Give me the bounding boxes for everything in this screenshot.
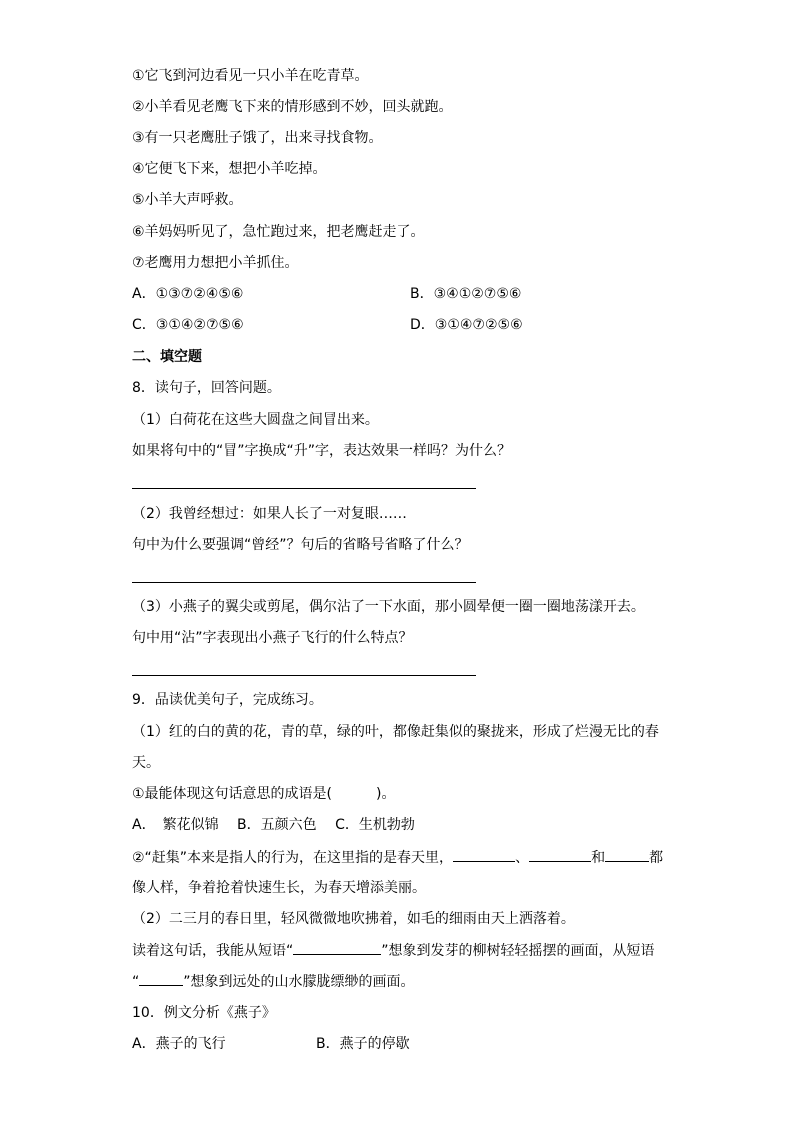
- q9-question-3: [132, 940, 655, 961]
- q9-question-3-text-b: ”想象到发芽的柳树轻轻摇摆的画面，从短语: [381, 943, 655, 959]
- order-item-1: ①它飞到河边看见一只小羊在吃青草。: [132, 68, 369, 84]
- q7-option-a[interactable]: A．①③⑦②④⑤⑥: [132, 286, 244, 302]
- q8-answer-line-1[interactable]: [132, 488, 476, 489]
- q9-blank-4[interactable]: [293, 940, 381, 955]
- q9-question-2-text-a: ②“赶集”本来是指人的行为，在这里指的是春天里，: [132, 850, 454, 866]
- q9-blank-1[interactable]: [453, 847, 515, 862]
- q9-question-2-line-2: 像人样，争着抢着快速生长，为春天增添美丽。: [132, 880, 426, 896]
- q8-sentence-1: （1）白荷花在这些大圆盘之间冒出来。: [132, 412, 379, 428]
- q9-blank-5[interactable]: [139, 971, 183, 986]
- order-item-5: ⑤小羊大声呼救。: [132, 192, 243, 208]
- q9-sentence-2: （2）二三月的春日里，轻风微微地吹拂着，如毛的细雨由天上洒落着。: [132, 911, 575, 927]
- q9-question-1-text-a: ①最能体现这句话意思的成语是(: [132, 786, 333, 802]
- q8-answer-line-2[interactable]: [132, 582, 476, 583]
- q9-question-1: [132, 784, 395, 804]
- order-item-2: ②小羊看见老鹰飞下来的情形感到不妙，回头就跑。: [132, 99, 453, 115]
- q9-sentence-1-line-1: （1）红的白的黄的花，青的草，绿的叶，都像赶集似的聚拢来，形成了烂漫无比的春: [132, 724, 659, 740]
- q10-option-a[interactable]: A．燕子的飞行: [132, 1036, 226, 1052]
- q7-option-c[interactable]: C．③①④②⑦⑤⑥: [132, 317, 244, 333]
- q9-stem: 9．品读优美句子，完成练习。: [132, 692, 323, 708]
- q9-question-3-text-d: ”想象到远处的山水朦胧缥缈的画面。: [183, 974, 415, 990]
- order-item-6: ⑥羊妈妈听见了，急忙跑过来，把老鹰赶走了。: [132, 224, 425, 240]
- q9-question-3-line-2: [132, 971, 415, 992]
- q9-question-2-sep-1: 、: [515, 850, 530, 866]
- q8-sentence-2: （2）我曾经想过：如果人长了一对复眼……: [132, 506, 407, 522]
- q8-question-3: 句中用“沾”字表现出小燕子飞行的什么特点？: [132, 630, 413, 646]
- order-item-4: ④它便飞下来，想把小羊吃掉。: [132, 161, 327, 177]
- q8-sentence-3: （3）小燕子的翼尖或剪尾，偶尔沾了一下水面，那小圆晕便一圈一圈地荡漾开去。: [132, 599, 645, 615]
- q9-blank-3[interactable]: [605, 847, 649, 862]
- q9-question-3-text-c: “: [132, 974, 140, 990]
- q9-blank-2[interactable]: [529, 847, 591, 862]
- q9-question-3-text-a: 读着这句话，我能从短语“: [132, 943, 294, 959]
- q8-stem: 8．读句子，回答问题。: [132, 380, 281, 396]
- q9-sentence-1-line-2: 天。: [132, 755, 160, 771]
- order-item-7: ⑦老鹰用力想把小羊抓住。: [132, 255, 299, 271]
- q9-choices[interactable]: A． 繁花似锦 B．五颜六色 C．生机勃勃: [132, 817, 415, 833]
- q7-option-b[interactable]: B．③④①②⑦⑤⑥: [410, 286, 522, 302]
- section-title: 二、填空题: [132, 349, 202, 365]
- order-item-3: ③有一只老鹰肚子饿了，出来寻找食物。: [132, 130, 383, 146]
- q10-option-b[interactable]: B．燕子的停歇: [316, 1036, 410, 1052]
- q8-answer-line-3[interactable]: [132, 675, 476, 676]
- q7-option-d[interactable]: D．③①④⑦②⑤⑥: [410, 317, 523, 333]
- q9-question-2: [132, 847, 663, 868]
- q9-question-1-text-b: )。: [376, 786, 396, 802]
- q10-stem: 10．例文分析《燕子》: [132, 1005, 276, 1021]
- q9-question-2-sep-2: 和: [591, 850, 606, 866]
- q8-question-1: 如果将句中的“冒”字换成“升”字，表达效果一样吗？为什么？: [132, 443, 512, 459]
- q9-question-2-text-b: 都: [649, 850, 664, 866]
- q8-question-2: 句中为什么要强调“曾经”？句后的省略号省略了什么？: [132, 537, 469, 553]
